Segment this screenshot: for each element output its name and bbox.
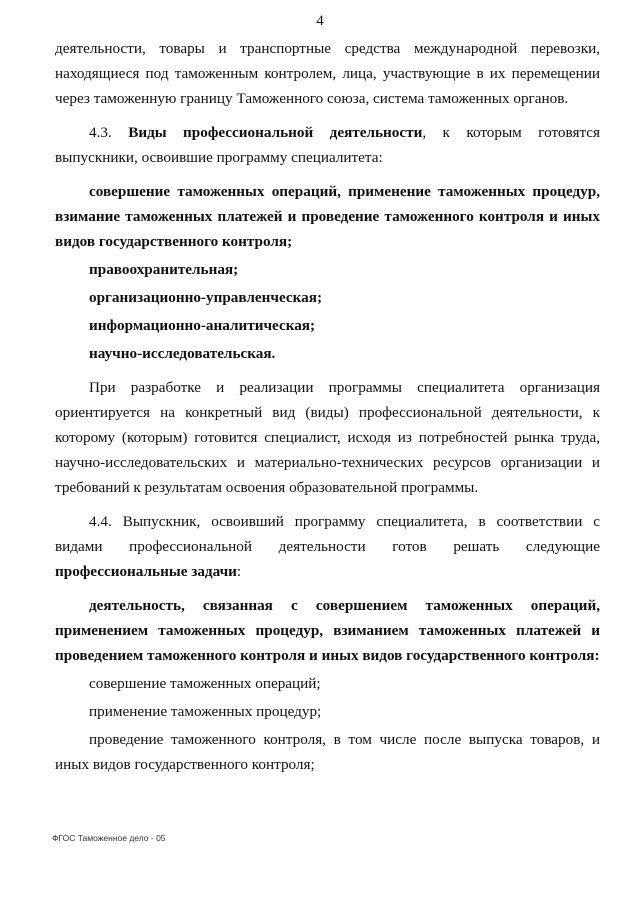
paragraph-4-4 [55, 509, 600, 584]
task-item: проведение таможенного контроля, в том числе после выпуска товаров, и иных видов государственного контроля; [55, 731, 600, 773]
activity-item: научно-исследовательская. [89, 345, 276, 362]
task-item: совершение таможенных операций; [89, 675, 321, 692]
section-text: , к которым готовятся выпускники, освоившие программу специалитета: [55, 124, 600, 166]
paragraph-development: При разработке и реализации программы специалитета организация ориентируется на конкретный вид (виды) профессиональной деятельности, к которому (которым) готовится специалист, исходя из потребностей рынка труда, научно-исследовательских и материально-технических ресурсов организации и требований к результатам освоения образовательной программы. [55, 379, 600, 496]
activity-main: совершение таможенных операций, применение таможенных процедур, взимание таможенных платежей и проведение таможенного контроля и иных видов государственного контроля; [55, 183, 600, 250]
task-group-heading: деятельность, связанная с совершением таможенных операций, применением таможенных процедур, взиманием таможенных платежей и проведением таможенного контроля и иных видов государственного контроля: [55, 597, 600, 664]
page-number: 4 [316, 13, 324, 29]
section-heading: профессиональные задачи [55, 563, 237, 580]
paragraph-4-3 [55, 120, 600, 170]
section-heading: Виды профессиональной деятельности [128, 124, 423, 141]
section-colon: : [236, 563, 242, 580]
section-text: 4.4. Выпускник, освоивший программу специалитета, в соответствии с видами профессиональной деятельности готов решать следующие [55, 513, 600, 555]
paragraph-objects: деятельности, товары и транспортные средства международной перевозки, находящиеся под таможенным контролем, лица, участвующие в их перемещении через таможенную границу Таможенного союза, система таможенных органов. [55, 40, 600, 107]
activity-item: организационно-управленческая; [89, 289, 322, 306]
task-item: применение таможенных процедур; [89, 703, 322, 720]
activity-item: правоохранительная; [89, 261, 239, 278]
activity-item: информационно-аналитическая; [89, 317, 316, 334]
document-body [55, 36, 600, 777]
footer-label: ФГОС Таможенное дело - 05 [52, 833, 166, 843]
section-number: 4.3. [89, 124, 112, 141]
